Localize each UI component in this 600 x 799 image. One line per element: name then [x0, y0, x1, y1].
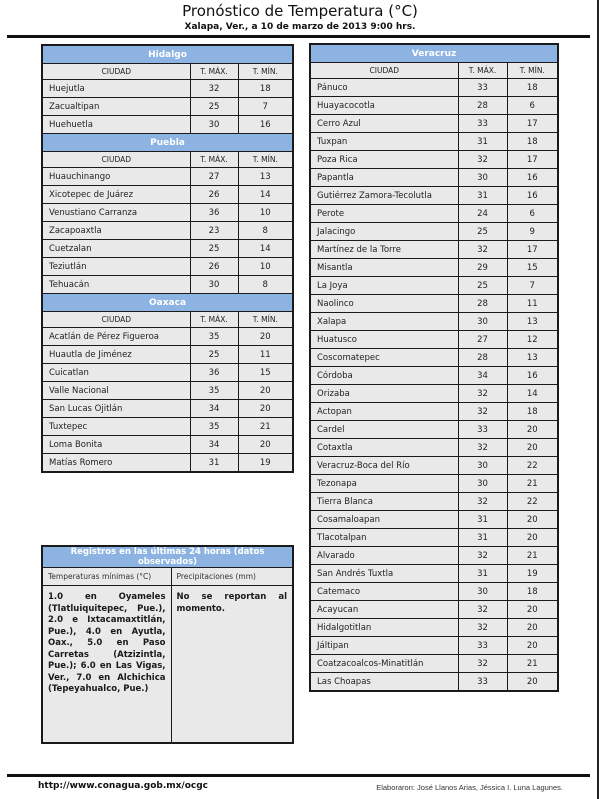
max-temp-cell: 26 — [190, 186, 238, 204]
min-temp-cell: 17 — [507, 241, 558, 259]
table-row — [310, 259, 558, 277]
city-cell: Valle Nacional — [42, 382, 190, 400]
column-header-row — [42, 64, 293, 80]
min-temp-cell: 14 — [238, 186, 293, 204]
max-temp-cell: 30 — [458, 457, 507, 475]
table-row — [310, 493, 558, 511]
table-row — [310, 511, 558, 529]
table-row — [310, 673, 558, 692]
min-temp-cell: 10 — [238, 204, 293, 222]
table-row — [42, 436, 293, 454]
table-row — [42, 364, 293, 382]
table-row — [310, 295, 558, 313]
max-temp-cell: 32 — [458, 403, 507, 421]
max-temp-cell: 30 — [458, 475, 507, 493]
city-cell: Huejutla — [42, 80, 190, 98]
page-title: Pronóstico de Temperatura (°C) — [182, 2, 418, 20]
min-temp-cell: 7 — [238, 98, 293, 116]
min-temp-cell: 22 — [507, 457, 558, 475]
min-temp-cell: 14 — [238, 240, 293, 258]
max-temp-cell: 35 — [190, 418, 238, 436]
table-row — [310, 169, 558, 187]
min-temp-cell: 7 — [507, 277, 558, 295]
table-row — [42, 116, 293, 134]
city-cell: Catemaco — [310, 583, 458, 601]
min-temp-cell: 21 — [507, 547, 558, 565]
table-row — [310, 331, 558, 349]
city-cell: Poza Rica — [310, 151, 458, 169]
min-temp-cell: 11 — [507, 295, 558, 313]
table-row — [42, 276, 293, 294]
city-cell: Huautla de Jiménez — [42, 346, 190, 364]
column-header-max: T. MÁX. — [458, 63, 507, 79]
max-temp-cell: 23 — [190, 222, 238, 240]
city-cell: Gutiérrez Zamora-Tecolutla — [310, 187, 458, 205]
city-cell: Cosamaloapan — [310, 511, 458, 529]
city-cell: Loma Bonita — [42, 436, 190, 454]
city-cell: Martínez de la Torre — [310, 241, 458, 259]
table-row — [42, 258, 293, 276]
city-cell: Venustiano Carranza — [42, 204, 190, 222]
min-temp-cell: 16 — [507, 367, 558, 385]
min-temp-label: Temperaturas mínimas (°C) — [42, 568, 171, 586]
page-border — [597, 0, 599, 799]
table-row — [310, 601, 558, 619]
max-temp-cell: 36 — [190, 364, 238, 382]
table-row — [42, 400, 293, 418]
max-temp-cell: 35 — [190, 328, 238, 346]
table-row — [310, 133, 558, 151]
min-temp-cell: 18 — [238, 80, 293, 98]
city-cell: Cotaxtla — [310, 439, 458, 457]
max-temp-cell: 30 — [458, 583, 507, 601]
state-header-row-veracruz — [310, 44, 558, 63]
min-temp-cell: 15 — [507, 259, 558, 277]
min-temp-cell: 22 — [507, 493, 558, 511]
max-temp-cell: 32 — [458, 241, 507, 259]
city-cell: Tuxtepec — [42, 418, 190, 436]
column-header-min: T. MÍN. — [507, 63, 558, 79]
min-temp-cell: 20 — [507, 421, 558, 439]
footer-url-link[interactable]: http://www.conagua.gob.mx/ocgc — [38, 781, 209, 791]
table-row — [42, 98, 293, 116]
table-row — [310, 187, 558, 205]
table-row — [310, 385, 558, 403]
city-cell: Cerro Azul — [310, 115, 458, 133]
min-temp-cell: 8 — [238, 276, 293, 294]
max-temp-cell: 28 — [458, 97, 507, 115]
min-temp-cell: 20 — [507, 637, 558, 655]
max-temp-cell: 25 — [458, 223, 507, 241]
table-row — [42, 240, 293, 258]
city-cell: Huauchinango — [42, 168, 190, 186]
min-temp-cell: 16 — [238, 116, 293, 134]
city-cell: Acatlán de Pérez Figueroa — [42, 328, 190, 346]
table-row — [42, 382, 293, 400]
table-row — [310, 313, 558, 331]
column-header-max: T. MÁX. — [190, 152, 238, 168]
min-temp-cell: 20 — [238, 400, 293, 418]
observed-records-panel — [41, 545, 294, 744]
left-forecast-table — [41, 44, 294, 473]
city-cell: Coatzacoalcos-Minatitlán — [310, 655, 458, 673]
min-temp-cell: 21 — [507, 475, 558, 493]
table-row — [310, 619, 558, 637]
city-cell: Cardel — [310, 421, 458, 439]
page-subtitle: Xalapa, Ver., a 10 de marzo de 2013 9:00 hrs. — [184, 22, 416, 32]
min-temp-cell: 21 — [238, 418, 293, 436]
max-temp-cell: 32 — [458, 151, 507, 169]
max-temp-cell: 31 — [458, 529, 507, 547]
table-row — [310, 439, 558, 457]
column-header-max: T. MÁX. — [190, 312, 238, 328]
city-cell: Tuxpan — [310, 133, 458, 151]
table-row — [310, 403, 558, 421]
city-cell: Cuicatlan — [42, 364, 190, 382]
header-divider — [7, 35, 590, 38]
min-temp-cell: 20 — [507, 619, 558, 637]
min-temp-cell: 13 — [507, 349, 558, 367]
max-temp-cell: 30 — [458, 169, 507, 187]
max-temp-cell: 36 — [190, 204, 238, 222]
table-row — [42, 204, 293, 222]
max-temp-cell: 32 — [458, 601, 507, 619]
min-temp-cell: 20 — [507, 673, 558, 692]
state-name-hidalgo: Hidalgo — [42, 45, 293, 64]
table-row — [42, 454, 293, 473]
max-temp-cell: 32 — [458, 655, 507, 673]
table-row — [310, 79, 558, 97]
column-header-city: CIUDAD — [310, 63, 458, 79]
min-temp-cell: 18 — [507, 403, 558, 421]
max-temp-cell: 34 — [458, 367, 507, 385]
min-temp-cell: 9 — [507, 223, 558, 241]
city-cell: Zacapoaxtla — [42, 222, 190, 240]
city-cell: Alvarado — [310, 547, 458, 565]
max-temp-cell: 31 — [458, 187, 507, 205]
max-temp-cell: 28 — [458, 295, 507, 313]
city-cell: Las Choapas — [310, 673, 458, 692]
city-cell: Cuetzalan — [42, 240, 190, 258]
state-header-row-hidalgo — [42, 45, 293, 64]
table-row — [310, 529, 558, 547]
max-temp-cell: 33 — [458, 79, 507, 97]
min-temp-cell: 8 — [238, 222, 293, 240]
table-row — [310, 655, 558, 673]
min-temp-cell: 20 — [238, 328, 293, 346]
column-header-row — [42, 312, 293, 328]
precip-label: Precipitaciones (mm) — [171, 568, 293, 586]
max-temp-cell: 33 — [458, 673, 507, 692]
city-cell: Huehuetla — [42, 116, 190, 134]
column-header-row — [42, 152, 293, 168]
max-temp-cell: 34 — [190, 400, 238, 418]
table-row — [310, 637, 558, 655]
min-temp-cell: 17 — [507, 151, 558, 169]
city-cell: Tlacotalpan — [310, 529, 458, 547]
min-temp-cell: 18 — [507, 133, 558, 151]
table-row — [310, 421, 558, 439]
column-header-city: CIUDAD — [42, 152, 190, 168]
city-cell: Teziutlán — [42, 258, 190, 276]
city-cell: Coscomatepec — [310, 349, 458, 367]
city-cell: Jalacingo — [310, 223, 458, 241]
min-temp-cell: 11 — [238, 346, 293, 364]
city-cell: Jáltipan — [310, 637, 458, 655]
city-cell: Actopan — [310, 403, 458, 421]
table-row — [42, 186, 293, 204]
city-cell: San Andrés Tuxtla — [310, 565, 458, 583]
min-temp-cell: 6 — [507, 97, 558, 115]
city-cell: Tehuacán — [42, 276, 190, 294]
max-temp-cell: 29 — [458, 259, 507, 277]
max-temp-cell: 33 — [458, 421, 507, 439]
city-cell: Matías Romero — [42, 454, 190, 473]
min-temp-cell: 13 — [507, 313, 558, 331]
max-temp-cell: 33 — [458, 115, 507, 133]
footer-divider — [7, 774, 590, 777]
city-cell: La Joya — [310, 277, 458, 295]
table-row — [310, 241, 558, 259]
max-temp-cell: 27 — [458, 331, 507, 349]
max-temp-cell: 32 — [190, 80, 238, 98]
column-header-city: CIUDAD — [42, 64, 190, 80]
max-temp-cell: 32 — [458, 493, 507, 511]
max-temp-cell: 31 — [458, 565, 507, 583]
city-cell: Pánuco — [310, 79, 458, 97]
column-header-city: CIUDAD — [42, 312, 190, 328]
city-cell: Misantla — [310, 259, 458, 277]
min-temp-cell: 20 — [507, 511, 558, 529]
min-temp-cell: 20 — [507, 601, 558, 619]
city-cell: Tezonapa — [310, 475, 458, 493]
table-row — [310, 151, 558, 169]
max-temp-cell: 24 — [458, 205, 507, 223]
table-row — [42, 80, 293, 98]
table-row — [42, 168, 293, 186]
table-row — [310, 115, 558, 133]
max-temp-cell: 32 — [458, 439, 507, 457]
column-header-min: T. MÍN. — [238, 64, 293, 80]
max-temp-cell: 32 — [458, 385, 507, 403]
city-cell: Huayacocotla — [310, 97, 458, 115]
table-row — [310, 277, 558, 295]
min-temp-cell: 16 — [507, 187, 558, 205]
max-temp-cell: 31 — [458, 511, 507, 529]
table-row — [310, 457, 558, 475]
city-cell: Xicotepec de Juárez — [42, 186, 190, 204]
table-row — [310, 565, 558, 583]
table-row — [310, 583, 558, 601]
city-cell: Naolinco — [310, 295, 458, 313]
min-temp-cell: 17 — [507, 115, 558, 133]
city-cell: Tierra Blanca — [310, 493, 458, 511]
city-cell: Acayucan — [310, 601, 458, 619]
min-temp-cell: 21 — [507, 655, 558, 673]
max-temp-cell: 26 — [190, 258, 238, 276]
city-cell: Papantla — [310, 169, 458, 187]
min-temp-cell: 12 — [507, 331, 558, 349]
max-temp-cell: 30 — [458, 313, 507, 331]
state-header-row-puebla — [42, 134, 293, 152]
table-row — [42, 222, 293, 240]
observed-records-title: Registros en las últimas 24 horas (datos observados) — [42, 546, 293, 568]
min-temp-cell: 20 — [507, 529, 558, 547]
city-cell: Zacualtipan — [42, 98, 190, 116]
table-row — [310, 349, 558, 367]
column-header-min: T. MÍN. — [238, 152, 293, 168]
state-name-oaxaca: Oaxaca — [42, 294, 293, 312]
max-temp-cell: 27 — [190, 168, 238, 186]
min-temp-cell: 20 — [238, 382, 293, 400]
table-row — [42, 418, 293, 436]
min-temp-cell: 19 — [238, 454, 293, 473]
min-temp-cell: 18 — [507, 79, 558, 97]
state-name-veracruz: Veracruz — [310, 44, 558, 63]
table-row — [310, 547, 558, 565]
max-temp-cell: 30 — [190, 276, 238, 294]
min-temp-cell: 19 — [507, 565, 558, 583]
max-temp-cell: 31 — [458, 133, 507, 151]
min-temp-cell: 14 — [507, 385, 558, 403]
max-temp-cell: 34 — [190, 436, 238, 454]
min-temp-cell: 20 — [507, 439, 558, 457]
min-temp-cell: 18 — [507, 583, 558, 601]
state-name-puebla: Puebla — [42, 134, 293, 152]
min-temp-cell: 13 — [238, 168, 293, 186]
max-temp-cell: 25 — [190, 98, 238, 116]
precip-text: No se reportan al momento. — [171, 586, 293, 744]
table-row — [42, 346, 293, 364]
city-cell: San Lucas Ojitlán — [42, 400, 190, 418]
min-temp-cell: 15 — [238, 364, 293, 382]
min-temp-cell: 20 — [238, 436, 293, 454]
table-row — [42, 328, 293, 346]
table-row — [310, 475, 558, 493]
column-header-max: T. MÁX. — [190, 64, 238, 80]
max-temp-cell: 32 — [458, 547, 507, 565]
table-row — [310, 367, 558, 385]
max-temp-cell: 35 — [190, 382, 238, 400]
column-header-row — [310, 63, 558, 79]
city-cell: Perote — [310, 205, 458, 223]
city-cell: Córdoba — [310, 367, 458, 385]
max-temp-cell: 30 — [190, 116, 238, 134]
max-temp-cell: 33 — [458, 637, 507, 655]
max-temp-cell: 31 — [190, 454, 238, 473]
min-temp-cell: 6 — [507, 205, 558, 223]
table-row — [310, 97, 558, 115]
city-cell: Huatusco — [310, 331, 458, 349]
max-temp-cell: 28 — [458, 349, 507, 367]
min-temp-cell: 10 — [238, 258, 293, 276]
city-cell: Hidalgotitlan — [310, 619, 458, 637]
table-row — [310, 223, 558, 241]
state-header-row-oaxaca — [42, 294, 293, 312]
city-cell: Veracruz-Boca del Río — [310, 457, 458, 475]
footer-credit: Elaboraron: José Llanos Arias, Jéssica I. Luna Lagunes. — [376, 783, 563, 792]
veracruz-forecast-table — [309, 43, 559, 692]
max-temp-cell: 32 — [458, 619, 507, 637]
column-header-min: T. MÍN. — [238, 312, 293, 328]
max-temp-cell: 25 — [190, 346, 238, 364]
city-cell: Xalapa — [310, 313, 458, 331]
table-row — [310, 205, 558, 223]
max-temp-cell: 25 — [458, 277, 507, 295]
min-temp-text: 1.0 en Oyameles (Tlatluiquitepec, Pue.), 2.0 e Ixtacamaxtitlán, Pue.), 4.0 en Ayutla, Oax., 5.0 en Paso Carretas (Atzizintla, Pue.); 6.0 en Las Vigas, Ver., 7.0 en Alchichica (Tepeyahualco, Pue.) — [42, 586, 171, 744]
max-temp-cell: 25 — [190, 240, 238, 258]
city-cell: Orizaba — [310, 385, 458, 403]
min-temp-cell: 16 — [507, 169, 558, 187]
